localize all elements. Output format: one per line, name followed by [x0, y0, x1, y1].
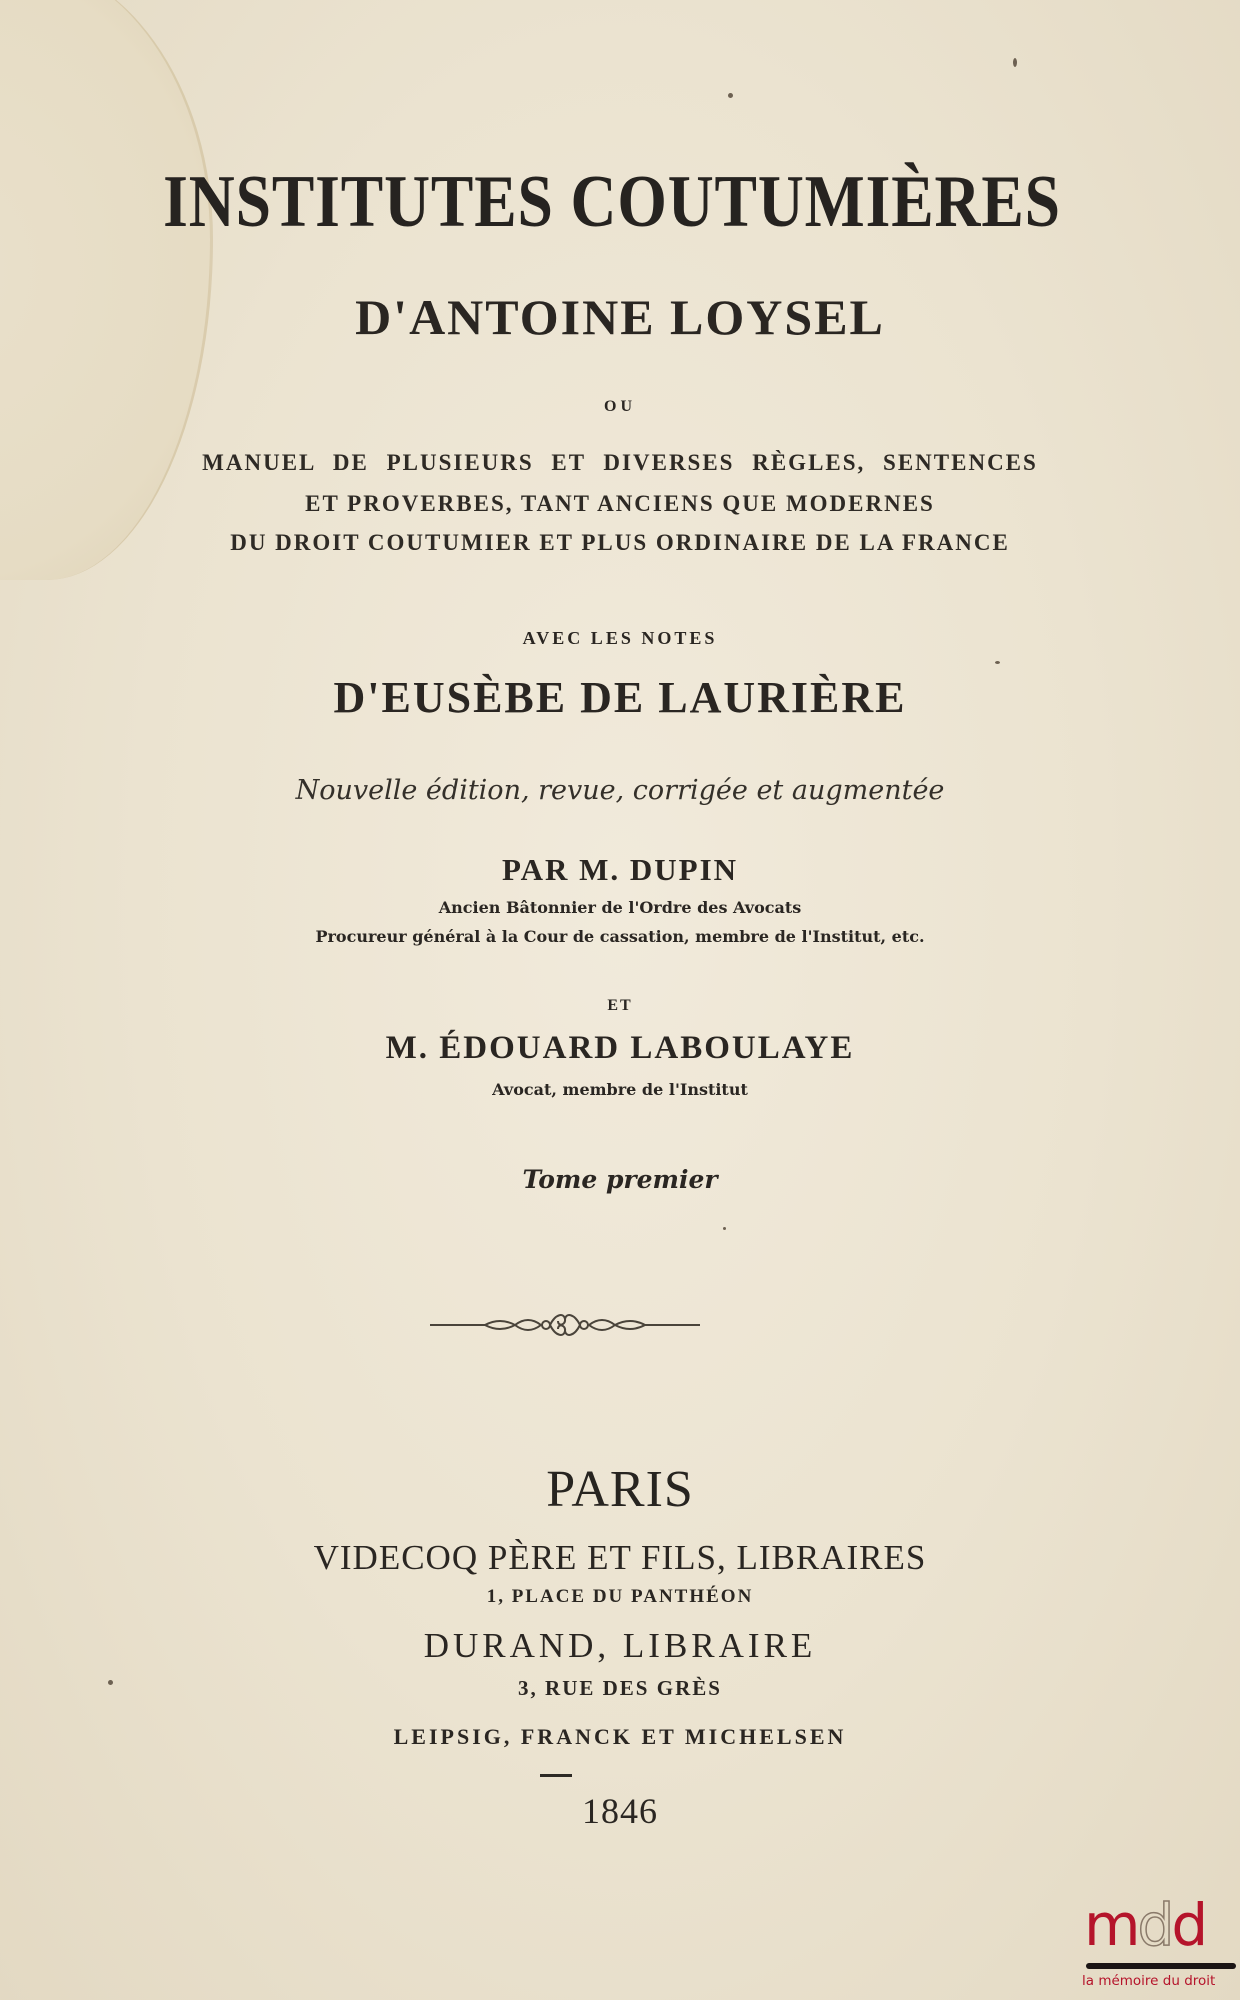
- paper-speck: [728, 93, 733, 98]
- divider-rule: [540, 1774, 572, 1777]
- paper-speck: [1013, 58, 1017, 67]
- notes-intro: AVEC LES NOTES: [522, 628, 718, 648]
- editor-2-name: M. ÉDOUARD LABOULAYE: [385, 1030, 855, 1066]
- imprint-publisher-3: LEIPSIG, FRANCK ET MICHELSEN: [393, 1724, 847, 1749]
- editor-2-credential: Avocat, membre de l'Institut: [492, 1080, 748, 1099]
- editor-1-credential-1: Ancien Bâtonnier de l'Ordre des Avocats: [438, 898, 802, 917]
- subtitle-line-2: ET PROVERBES, TANT ANCIENS QUE MODERNES: [305, 491, 935, 516]
- paper-speck: [995, 661, 1000, 664]
- subtitle-line-1: MANUEL DE PLUSIEURS ET DIVERSES RÈGLES, SENTENCES: [202, 450, 1038, 475]
- editor-1-name: PAR M. DUPIN: [501, 852, 739, 887]
- imprint-city: PARIS: [546, 1461, 694, 1518]
- conjunction-ou: OU: [604, 398, 636, 415]
- logo-underline: [1086, 1963, 1236, 1969]
- subtitle-line-3: DU DROIT COUTUMIER ET PLUS ORDINAIRE DE LA FRANCE: [230, 530, 1010, 555]
- editor-1-credential-2: Procureur général à la Cour de cassation, membre de l'Institut, etc.: [315, 927, 925, 946]
- volume-label: Tome premier: [522, 1165, 718, 1194]
- logo-tagline: la mémoire du droit: [1082, 1973, 1216, 1989]
- mdd-logo-icon: mdd: [1084, 1891, 1206, 1959]
- edition-statement: Nouvelle édition, revue, corrigée et augmentée: [295, 775, 945, 806]
- imprint-address-2: 3, RUE DES GRÈS: [518, 1676, 722, 1700]
- conjunction-et: ET: [607, 997, 633, 1014]
- imprint-publisher-1: VIDECOQ PÈRE ET FILS, LIBRAIRES: [313, 1538, 927, 1577]
- imprint-address-1: 1, PLACE DU PANTHÉON: [486, 1586, 754, 1607]
- imprint-publisher-2: DURAND, LIBRAIRE: [423, 1626, 817, 1665]
- book-title: INSTITUTES COUTUMIÈRES: [163, 161, 1061, 243]
- book-author: D'ANTOINE LOYSEL: [355, 289, 885, 345]
- paper-speck: [723, 1227, 726, 1230]
- mdd-watermark-logo: [1080, 1893, 1240, 2000]
- imprint-year: 1846: [582, 1791, 658, 1831]
- notes-author: D'EUSÈBE DE LAURIÈRE: [333, 673, 907, 722]
- fleuron-ornament-icon: [430, 1305, 700, 1345]
